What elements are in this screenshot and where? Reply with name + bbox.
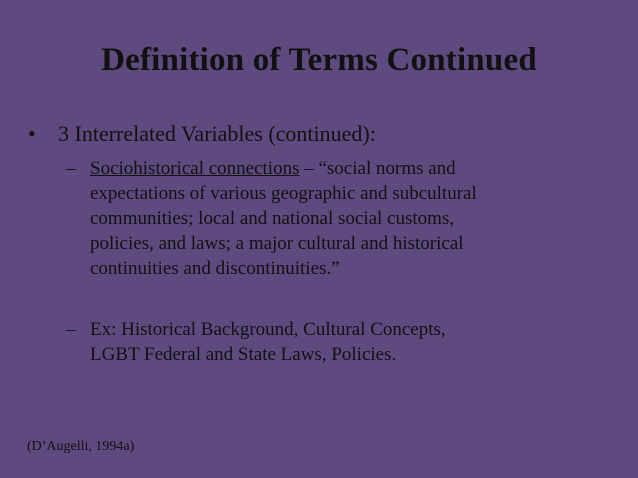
sub-item-line: continuities and discontinuities.” — [90, 258, 340, 279]
slide-title: Definition of Terms Continued — [101, 42, 537, 78]
sub-item-line — [66, 156, 586, 181]
dash-marker: – — [66, 319, 76, 340]
sub-item-line: communities; local and national social customs, — [90, 208, 455, 229]
sub-item-line: Ex: Historical Background, Cultural Concepts, — [90, 319, 446, 340]
bullet-item — [28, 120, 376, 148]
bullet-text: 3 Interrelated Variables (continued): — [58, 121, 376, 146]
bullet-marker: • — [28, 121, 36, 146]
sub-item-example — [66, 317, 586, 367]
sub-item-line: policies, and laws; a major cultural and historical — [90, 233, 464, 254]
sub-item-line: LGBT Federal and State Laws, Policies. — [90, 344, 397, 365]
term-sociohistorical: Sociohistorical connections — [90, 158, 300, 179]
sub-item-sociohistorical — [66, 156, 586, 281]
citation: (D’Augelli, 1994a) — [27, 439, 135, 454]
dash-marker: – — [66, 158, 76, 179]
sub-item-line: expectations of various geographic and subcultural — [90, 183, 477, 204]
definition-text: – “social norms and — [299, 158, 456, 179]
